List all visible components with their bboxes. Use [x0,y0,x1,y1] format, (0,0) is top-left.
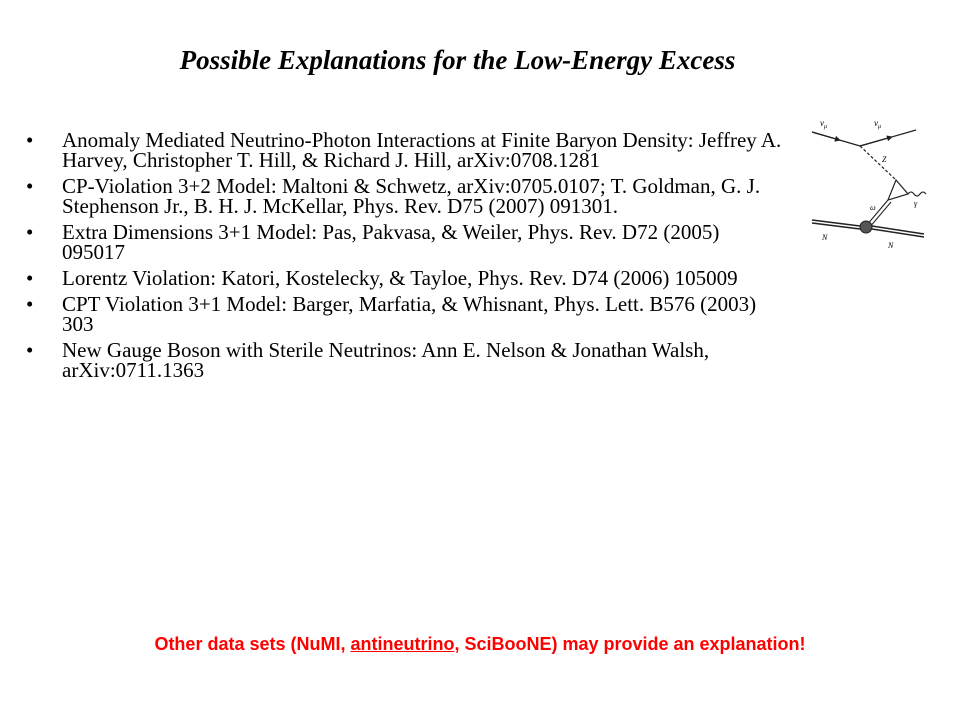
incoming-neutrino-arrow [812,132,838,140]
triangle-loop [888,180,908,200]
list-item [26,340,786,380]
incoming-nucleon-line [812,220,860,226]
footer-text-1: Other data sets (NuMI, [154,634,351,654]
list-item-text: Anomaly Mediated Neutrino-Photon Interactions at Finite Baryon Density: Jeffrey A. Harvey, Christopher T. Hill, & Richard J. Hill, arXiv:0708.1281 [62,128,782,172]
bullet-icon: • [26,174,34,198]
label-n-in: N [822,233,828,242]
list-item-text: CP-Violation 3+2 Model: Maltoni & Schwetz, arXiv:0705.0107; T. Goldman, G. J. Stephenson Jr., B. H. J. McKellar, Phys. Rev. D75 (2007) 091301. [62,174,761,218]
bullet-icon: • [26,292,34,316]
explanation-list [26,130,786,386]
label-z: Z [882,155,887,164]
label-gamma: γ [914,199,918,208]
bullet-icon: • [26,128,34,152]
bullet-icon: • [26,220,34,244]
footer-underlined-text: antineutrino [350,634,455,654]
z-boson-line [860,146,896,180]
slide-title: Possible Explanations for the Low-Energy Excess [179,45,736,75]
list-item-text: Lorentz Violation: Katori, Kostelecky, & Tayloe, Phys. Rev. D74 (2006) 105009 [62,266,738,290]
list-item [26,130,786,170]
bullet-icon: • [26,266,34,290]
label-n-out: N [888,241,894,250]
feynman-diagram [808,110,928,258]
list-item [26,294,786,334]
footer-text-2: , SciBooNE) may provide an explanation! [454,634,806,654]
photon-line [908,192,926,196]
label-omega: ω [870,203,876,212]
list-item-text: Extra Dimensions 3+1 Model: Pas, Pakvasa, & Weiler, Phys. Rev. D72 (2005) 095017 [62,220,720,264]
label-nu-in: $\nu_\mu$ [820,118,828,130]
interaction-blob [860,221,872,233]
list-item-text: CPT Violation 3+1 Model: Barger, Marfatia, & Whisnant, Phys. Lett. B576 (2003) 303 [62,292,757,336]
footer-note [0,632,960,656]
incoming-nucleon-line-2 [812,223,860,229]
list-item-text: New Gauge Boson with Sterile Neutrinos: Ann E. Nelson & Jonathan Walsh, arXiv:0711.1363 [62,338,710,382]
label-nu-out: $\nu_\mu$ [874,118,882,130]
list-item [26,176,786,216]
bullet-icon: • [26,338,34,362]
outgoing-neutrino-arrow [860,138,890,147]
list-item [26,268,786,288]
list-item [26,222,786,262]
